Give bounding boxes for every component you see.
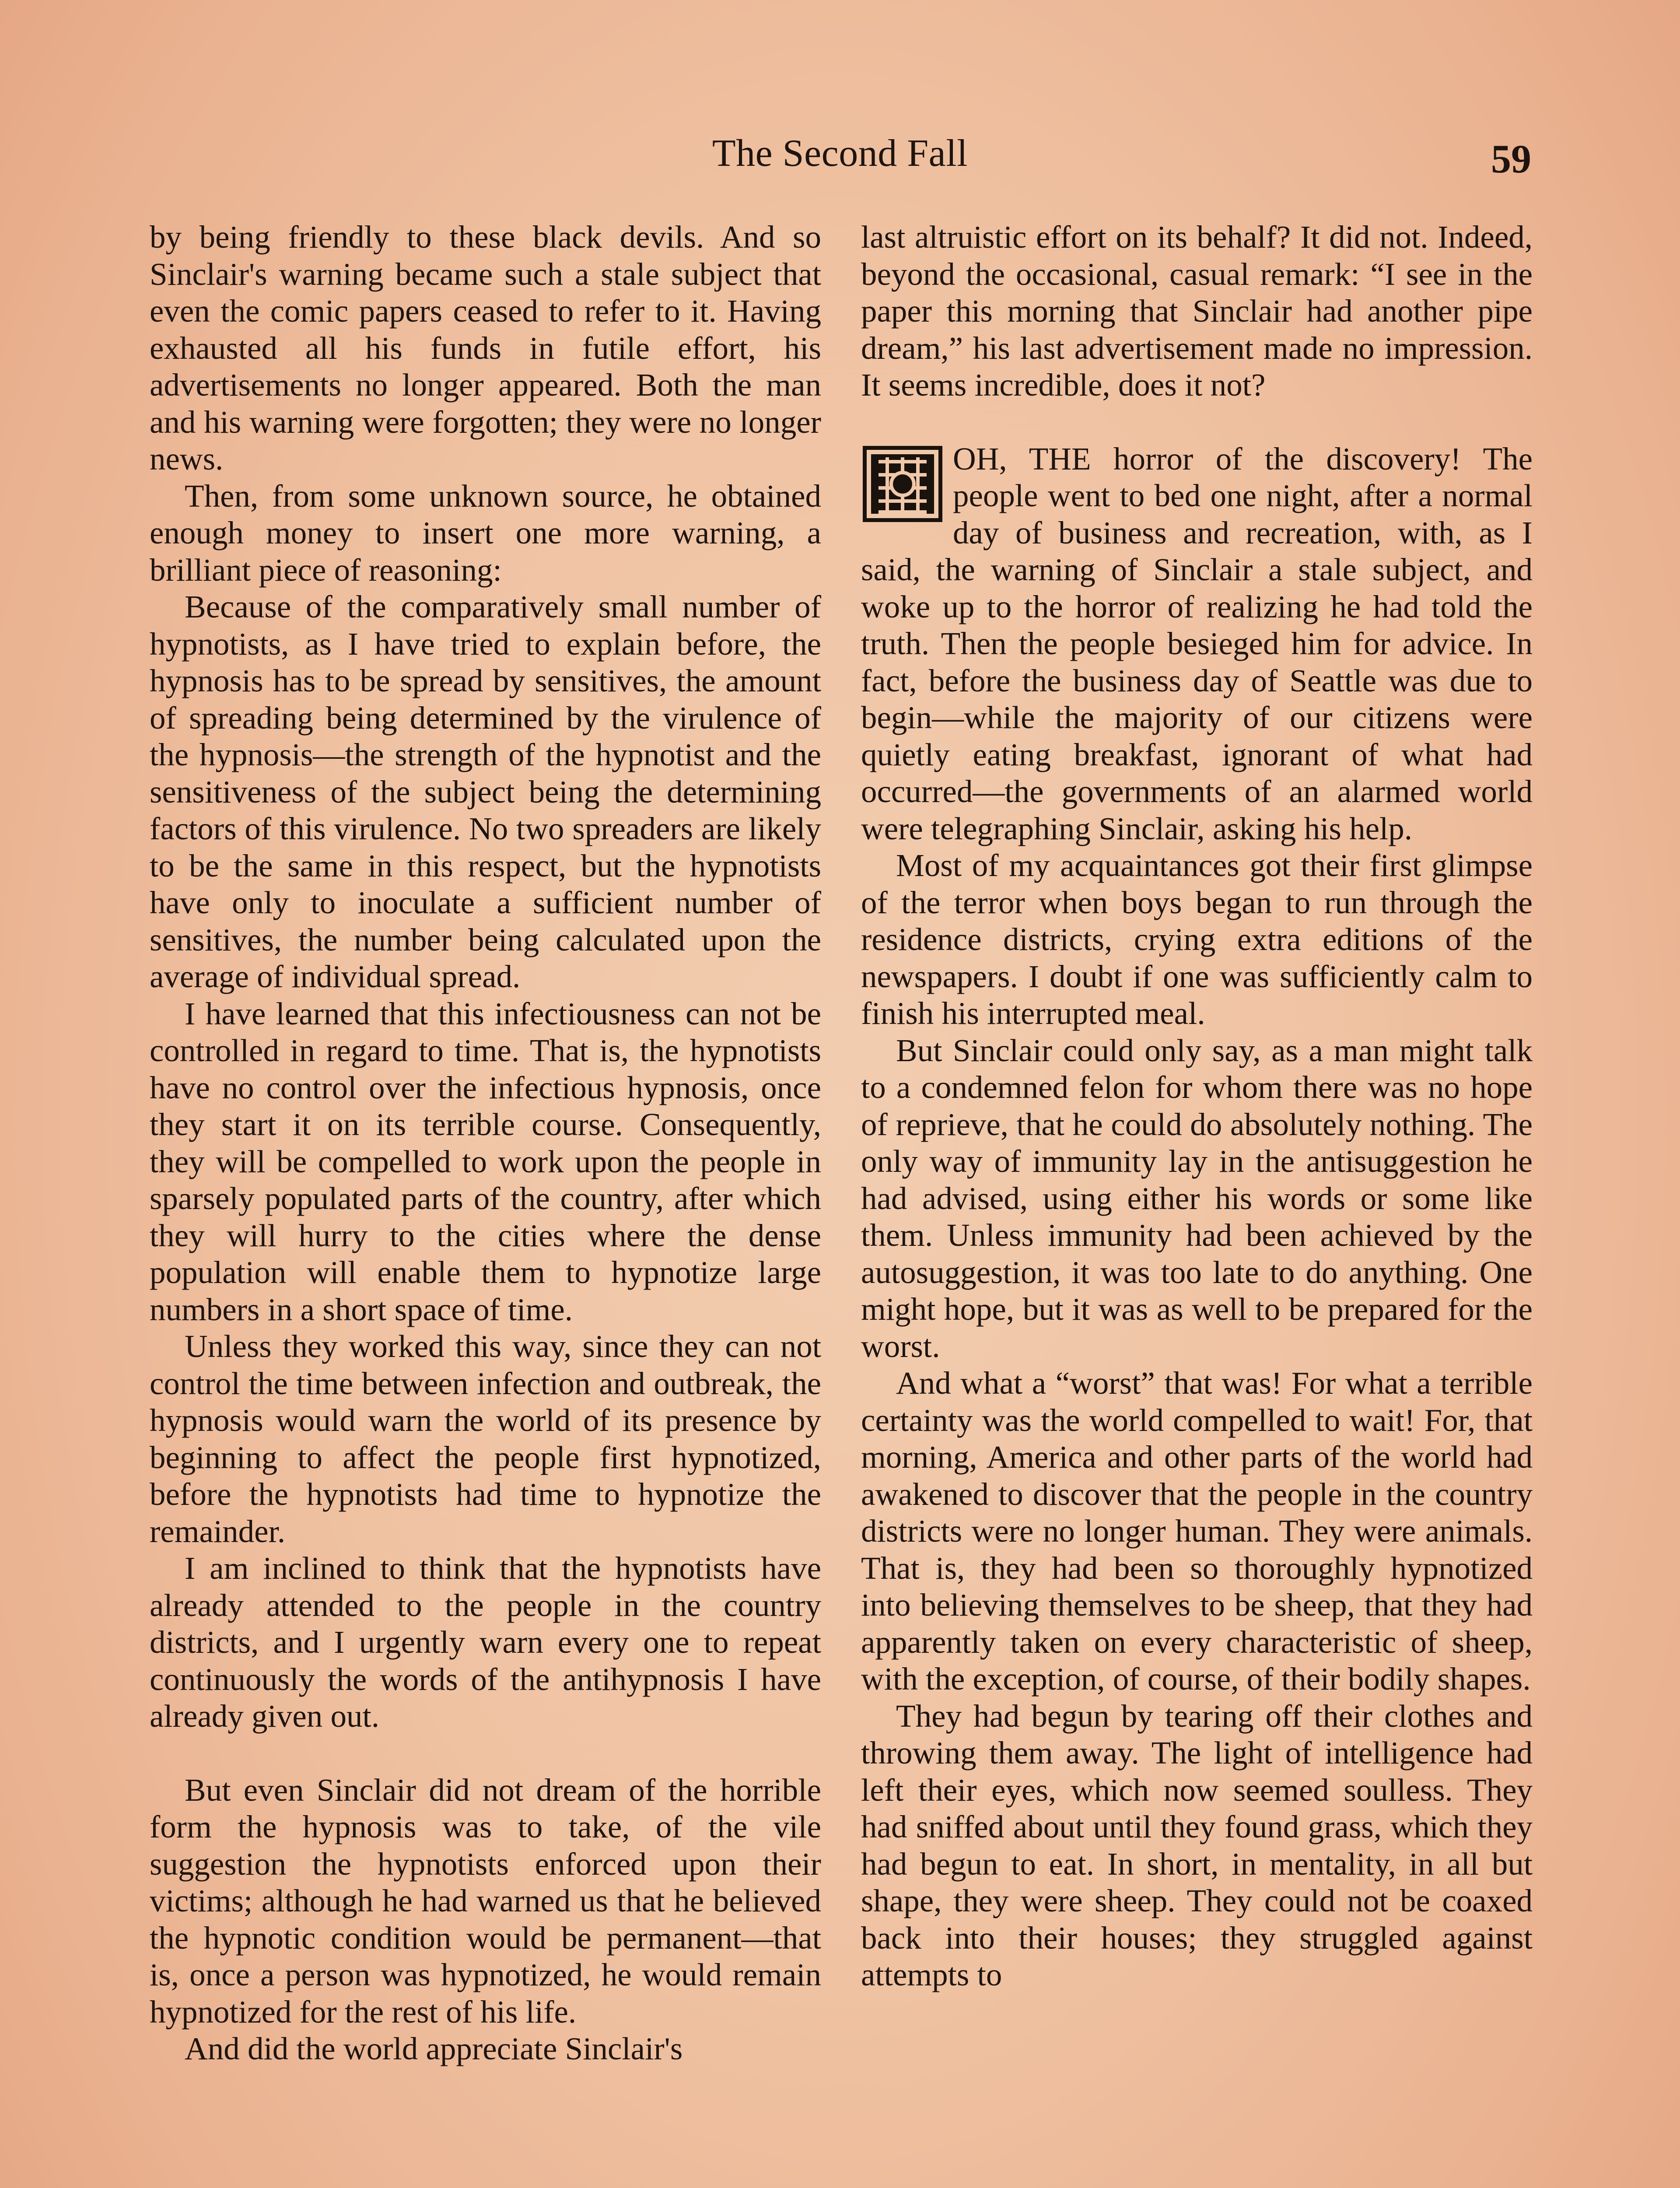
paragraph: OH, THE horror of the discovery! The people went to bed one night, after a normal day of business and recreation, with, as I said, the warning of Sinclair a stale subject, and woke up to the horror of realizing he had told the truth. Then the people besieged him for advice. In fact, before the business day of Seattle was due to begin—while the majority of our citizens were quietly eating breakfast, ignorant of what had occurred—the governments of an alarmed world were telegraphing Sinclair, asking his help. <box>861 441 1533 846</box>
ornamental-dropcap-icon <box>861 444 944 524</box>
paragraph: Then, from some unknown source, he obtained enough money to insert one more warning, a brilliant piece of reasoning: <box>150 478 821 588</box>
right-column <box>861 219 1533 1994</box>
running-title: The Second Fall <box>712 132 968 175</box>
quoted-paragraph: I am inclined to think that the hypnotists have already attended to the people in the country districts, and I urgently warn every one to repeat continuously the words of the antihypnosis I have already given out. <box>150 1550 821 1734</box>
page-number: 59 <box>1491 137 1531 181</box>
paragraph: by being friendly to these black devils. And so Sinclair's warning became such a stale subject that even the comic papers ceased to refer to it. Having exhausted all his funds in futile effort, his advertisements no longer appeared. Both the man and his warning were forgotten; they were no longer news. <box>150 219 821 477</box>
paragraph: And what a “worst” that was! For what a terrible certainty was the world compelled to wait! For, that morning, America and other parts of the world had awakened to discover that the people in the country districts were no longer human. They were animals. That is, they had been so thoroughly hypnotized into believing themselves to be sheep, that they had apparently taken on every characteristic of sheep, with the exception, of course, of their bodily shapes. <box>861 1365 1533 1697</box>
paragraph: And did the world appreciate Sinclair's <box>185 2031 683 2066</box>
paragraph: But Sinclair could only say, as a man might talk to a condemned felon for whom there was no hope of reprieve, that he could do absolutely nothing. The only way of immunity lay in the antisuggestion he had advised, using either his words or some like them. Unless immunity had been achieved by the autosuggestion, it was too late to do anything. One might hope, but it was as well to be prepared for the worst. <box>861 1032 1533 1364</box>
paragraph: They had begun by tearing off their clothes and throwing them away. The light of intelligence had left their eyes, which now seemed soulless. They had sniffed about until they found grass, which they had begun to eat. In short, in mentality, in all but shape, they were sheep. They could not be coaxed back into their houses; they struggled against attempts to <box>861 1698 1533 1992</box>
paragraph: last altruistic effort on its behalf? It did not. Indeed, beyond the occasional, casual remark: “I see in the paper this morning that Sinclair had another pipe dream,” his last advertisement made no impression. It seems incredible, does it not? <box>861 219 1533 403</box>
quoted-paragraph: I have learned that this infectiousness can not be controlled in regard to time. That is, the hypnotists have no control over the infectious hypnosis, once they start it on its terrible course. Consequently, they will be compelled to work upon the people in sparsely populated parts of the country, after which they will hurry to the cities where the dense population will enable them to hypnotize large numbers in a short space of time. <box>150 996 821 1327</box>
section-opening <box>861 441 1533 848</box>
left-column <box>150 219 821 2068</box>
quoted-paragraph: Unless they worked this way, since they can not control the time between infection and outbreak, the hypnosis would warn the world of its presence by beginning to affect the people first hypnotized, before the hypnotists had time to hypnotize the remainder. <box>150 1329 821 1549</box>
quoted-paragraph: Because of the comparatively small number of hypnotists, as I have tried to explain before, the hypnosis has to be spread by sensitives, the amount of spreading being determined by the virulence of the hypnosis—the strength of the hypnotist and the sensitiveness of the subject being the determining factors of this virulence. No two spreaders are likely to be the same in this respect, but the hypnotists have only to inoculate a sufficient number of sensitives, the number being calculated upon the average of individual spread. <box>150 589 821 994</box>
paragraph: But even Sinclair did not dream of the horrible form the hypnosis was to take, of the vile suggestion the hypnotists enforced upon their victims; although he had warned us that he believed the hypnotic condition would be permanent—that is, once a person was hypnotized, he would remain hypnotized for the rest of his life. <box>150 1772 821 2030</box>
paragraph: Most of my acquaintances got their first glimpse of the terror when boys began to run through the residence districts, crying extra editions of the newspapers. I doubt if one was sufficiently calm to finish his interrupted meal. <box>861 848 1533 1031</box>
